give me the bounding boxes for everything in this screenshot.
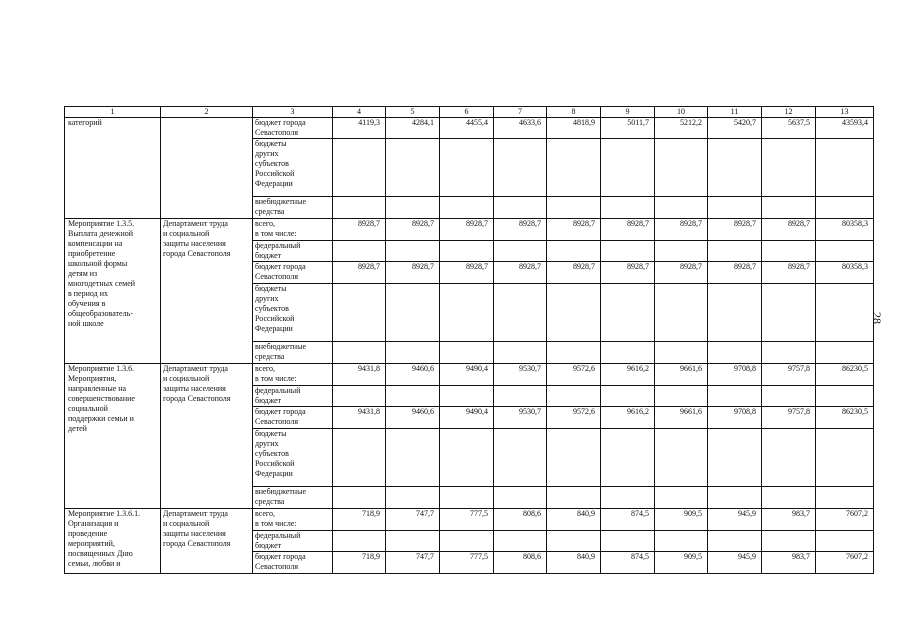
year-value: 909,5 (655, 509, 708, 531)
year-value (333, 197, 386, 219)
year-value (440, 487, 494, 509)
year-value: 9661,6 (655, 364, 708, 386)
year-value: 718,9 (333, 509, 386, 531)
executor: Департамент труда и социальной защиты населения города Севастополя (161, 364, 253, 509)
year-value (333, 284, 386, 342)
year-value (494, 386, 547, 407)
total-value: 80358,3 (816, 262, 874, 284)
total-value: 7607,2 (816, 552, 874, 574)
column-number: 9 (601, 107, 655, 118)
year-value (494, 531, 547, 552)
funding-source: бюджет города Севастополя (253, 262, 333, 284)
total-value: 43593,4 (816, 118, 874, 139)
column-number: 5 (386, 107, 440, 118)
year-value (494, 139, 547, 197)
year-value: 945,9 (708, 509, 762, 531)
year-value: 983,7 (762, 509, 816, 531)
year-value (440, 386, 494, 407)
year-value (440, 139, 494, 197)
year-value: 9490,4 (440, 407, 494, 429)
year-value: 983,7 (762, 552, 816, 574)
total-value: 86230,5 (816, 407, 874, 429)
year-value (601, 429, 655, 487)
year-value: 8928,7 (440, 219, 494, 241)
year-value: 5420,7 (708, 118, 762, 139)
year-value: 9460,6 (386, 407, 440, 429)
year-value: 9572,6 (547, 364, 601, 386)
table-row (65, 118, 874, 139)
year-value: 718,9 (333, 552, 386, 574)
year-value: 9708,8 (708, 407, 762, 429)
column-number: 10 (655, 107, 708, 118)
year-value (547, 284, 601, 342)
year-value: 8928,7 (386, 219, 440, 241)
column-number: 7 (494, 107, 547, 118)
year-value (333, 139, 386, 197)
year-value (547, 197, 601, 219)
year-value (547, 531, 601, 552)
year-value: 8928,7 (655, 262, 708, 284)
year-value (601, 197, 655, 219)
year-value (655, 139, 708, 197)
year-value: 8928,7 (547, 219, 601, 241)
executor: Департамент труда и социальной защиты населения города Севастополя (161, 219, 253, 364)
funding-source: всего, в том числе: (253, 509, 333, 531)
year-value: 909,5 (655, 552, 708, 574)
total-value: 80358,3 (816, 219, 874, 241)
year-value: 4455,4 (440, 118, 494, 139)
funding-source: бюджет города Севастополя (253, 407, 333, 429)
year-value: 4284,1 (386, 118, 440, 139)
total-value (816, 342, 874, 364)
budget-table (64, 106, 874, 574)
funding-source: внебюджетные средства (253, 487, 333, 509)
table-row (65, 219, 874, 241)
year-value (333, 342, 386, 364)
year-value (601, 342, 655, 364)
column-number: 11 (708, 107, 762, 118)
year-value: 8928,7 (708, 219, 762, 241)
year-value: 945,9 (708, 552, 762, 574)
year-value: 747,7 (386, 552, 440, 574)
column-number: 3 (253, 107, 333, 118)
year-value (440, 241, 494, 262)
measure-name: Мероприятие 1.3.6. Мероприятия, направленные на совершенствование социальной поддержки семьи и детей (65, 364, 161, 509)
year-value (494, 342, 547, 364)
year-value: 8928,7 (494, 219, 547, 241)
total-value (816, 531, 874, 552)
year-value: 840,9 (547, 509, 601, 531)
year-value (762, 139, 816, 197)
year-value (333, 487, 386, 509)
total-value (816, 386, 874, 407)
year-value (601, 386, 655, 407)
measure-name: Мероприятие 1.3.5. Выплата денежной компенсации на приобретение школьной формы детям из многодетных семей в период их обучения в общеобразователь- ной школе (65, 219, 161, 364)
total-value (816, 429, 874, 487)
year-value (708, 284, 762, 342)
year-value: 8928,7 (440, 262, 494, 284)
year-value (762, 386, 816, 407)
year-value: 8928,7 (655, 219, 708, 241)
total-value (816, 241, 874, 262)
year-value (386, 241, 440, 262)
year-value: 8928,7 (601, 262, 655, 284)
year-value: 9616,2 (601, 364, 655, 386)
year-value (708, 487, 762, 509)
total-value (816, 197, 874, 219)
year-value (601, 531, 655, 552)
year-value (655, 197, 708, 219)
year-value (762, 429, 816, 487)
column-number: 1 (65, 107, 161, 118)
year-value: 747,7 (386, 509, 440, 531)
column-number: 8 (547, 107, 601, 118)
year-value (333, 429, 386, 487)
year-value (494, 241, 547, 262)
funding-source: внебюджетные средства (253, 197, 333, 219)
executor (161, 118, 253, 219)
column-number: 6 (440, 107, 494, 118)
year-value: 8928,7 (547, 262, 601, 284)
year-value: 9431,8 (333, 364, 386, 386)
year-value: 5011,7 (601, 118, 655, 139)
column-number: 12 (762, 107, 816, 118)
year-value: 8928,7 (762, 219, 816, 241)
total-value: 86230,5 (816, 364, 874, 386)
year-value (494, 487, 547, 509)
year-value: 4818,9 (547, 118, 601, 139)
year-value (494, 197, 547, 219)
year-value (386, 487, 440, 509)
year-value (655, 241, 708, 262)
year-value (386, 429, 440, 487)
year-value (655, 342, 708, 364)
total-value (816, 284, 874, 342)
funding-source: всего, в том числе: (253, 364, 333, 386)
year-value (440, 197, 494, 219)
year-value: 9661,6 (655, 407, 708, 429)
year-value: 9490,4 (440, 364, 494, 386)
year-value (547, 429, 601, 487)
year-value: 777,5 (440, 552, 494, 574)
year-value (655, 284, 708, 342)
year-value (333, 386, 386, 407)
funding-source: федеральный бюджет (253, 531, 333, 552)
year-value: 8928,7 (708, 262, 762, 284)
funding-source: всего, в том числе: (253, 219, 333, 241)
year-value (762, 197, 816, 219)
year-value (440, 429, 494, 487)
year-value: 8928,7 (386, 262, 440, 284)
measure-name: Мероприятие 1.3.6.1. Организация и проведение мероприятий, посвященных Дню семьи, любви и (65, 509, 161, 574)
funding-source: бюджет города Севастополя (253, 552, 333, 574)
funding-source: внебюджетные средства (253, 342, 333, 364)
column-number: 13 (816, 107, 874, 118)
year-value (494, 429, 547, 487)
total-value: 7607,2 (816, 509, 874, 531)
year-value (708, 241, 762, 262)
year-value: 5212,2 (655, 118, 708, 139)
year-value (655, 386, 708, 407)
year-value (547, 342, 601, 364)
year-value: 4119,3 (333, 118, 386, 139)
table-row (65, 509, 874, 531)
year-value (708, 197, 762, 219)
year-value (655, 531, 708, 552)
year-value (547, 386, 601, 407)
year-value: 874,5 (601, 509, 655, 531)
year-value (601, 139, 655, 197)
year-value: 9616,2 (601, 407, 655, 429)
year-value: 8928,7 (601, 219, 655, 241)
year-value (386, 386, 440, 407)
year-value (494, 284, 547, 342)
year-value: 9530,7 (494, 407, 547, 429)
year-value: 5637,5 (762, 118, 816, 139)
year-value: 840,9 (547, 552, 601, 574)
year-value (386, 342, 440, 364)
page-number: 28 (870, 312, 884, 324)
year-value (440, 531, 494, 552)
year-value (386, 284, 440, 342)
total-value (816, 139, 874, 197)
year-value: 9757,8 (762, 364, 816, 386)
year-value: 9530,7 (494, 364, 547, 386)
year-value: 9708,8 (708, 364, 762, 386)
year-value (708, 429, 762, 487)
year-value (655, 429, 708, 487)
year-value: 8928,7 (494, 262, 547, 284)
year-value (440, 284, 494, 342)
year-value: 9757,8 (762, 407, 816, 429)
year-value (547, 139, 601, 197)
year-value: 874,5 (601, 552, 655, 574)
funding-source: бюджеты других субъектов Российской Федерации (253, 284, 333, 342)
executor: Департамент труда и социальной защиты населения города Севастополя (161, 509, 253, 574)
year-value (601, 241, 655, 262)
year-value (762, 487, 816, 509)
column-number: 4 (333, 107, 386, 118)
year-value (762, 531, 816, 552)
year-value: 8928,7 (333, 262, 386, 284)
year-value (762, 241, 816, 262)
funding-source: бюджеты других субъектов Российской Федерации (253, 429, 333, 487)
measure-name: категорий (65, 118, 161, 219)
year-value (762, 342, 816, 364)
year-value: 777,5 (440, 509, 494, 531)
year-value: 9460,6 (386, 364, 440, 386)
year-value (386, 139, 440, 197)
table-row (65, 364, 874, 386)
year-value: 8928,7 (762, 262, 816, 284)
funding-source: федеральный бюджет (253, 241, 333, 262)
year-value (333, 241, 386, 262)
year-value (601, 284, 655, 342)
year-value (762, 284, 816, 342)
funding-source: бюджет города Севастополя (253, 118, 333, 139)
year-value: 9431,8 (333, 407, 386, 429)
column-number: 2 (161, 107, 253, 118)
year-value: 8928,7 (333, 219, 386, 241)
year-value (708, 139, 762, 197)
year-value (708, 342, 762, 364)
year-value (708, 531, 762, 552)
year-value: 808,6 (494, 552, 547, 574)
year-value (547, 241, 601, 262)
year-value (547, 487, 601, 509)
year-value: 808,6 (494, 509, 547, 531)
year-value (655, 487, 708, 509)
year-value (708, 386, 762, 407)
year-value (440, 342, 494, 364)
funding-source: федеральный бюджет (253, 386, 333, 407)
year-value (601, 487, 655, 509)
year-value (386, 531, 440, 552)
funding-source: бюджеты других субъектов Российской Федерации (253, 139, 333, 197)
header-row (65, 107, 874, 118)
year-value (386, 197, 440, 219)
year-value: 4633,6 (494, 118, 547, 139)
total-value (816, 487, 874, 509)
year-value (333, 531, 386, 552)
year-value: 9572,6 (547, 407, 601, 429)
